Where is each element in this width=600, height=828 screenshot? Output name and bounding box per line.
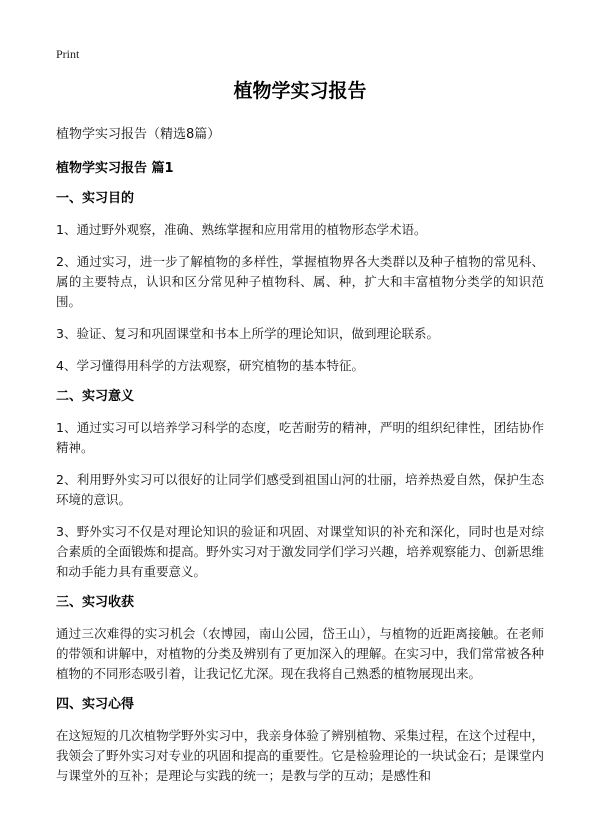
section-heading: 四、实习心得 bbox=[56, 697, 135, 712]
page-title: 植物学实习报告 bbox=[233, 80, 367, 102]
print-link[interactable]: Print bbox=[56, 47, 80, 61]
section-heading: 一、实习目的 bbox=[56, 191, 135, 206]
paragraph: 1、通过野外观察，准确、熟练掌握和应用常用的植物形态学术语。 bbox=[56, 222, 427, 237]
paragraph: 4、学习懂得用科学的方法观察，研究植物的基本特征。 bbox=[56, 358, 364, 373]
paragraph: 3、验证、复习和巩固课堂和书本上所学的理论知识，做到理论联系。 bbox=[56, 326, 439, 341]
paragraph: 1、通过实习可以培养学习科学的态度，吃苦耐劳的精神，严明的组织纪律性，团结协作精神。 bbox=[56, 420, 544, 455]
paragraph: 2、通过实习，进一步了解植物的多样性，掌握植物界各大类群以及种子植物的常见科、属的主要特点，认识和区分常见种子植物科、属、种，扩大和丰富植物分类学的知识范围。 bbox=[56, 254, 544, 309]
paragraph: 3、野外实习不仅是对理论知识的验证和巩固、对课堂知识的补充和深化，同时也是对综合素质的全面锻炼和提高。野外实习对于激发同学们学习兴趣，培养观察能力、创新思维和动手能力具有重要意义。 bbox=[56, 524, 544, 579]
document-subtitle: 植物学实习报告（精选8篇） bbox=[56, 127, 221, 142]
paragraph: 通过三次难得的实习机会（农博园，南山公园，岱王山），与植物的近距离接触。在老师的带领和讲解中，对植物的分类及辨别有了更加深入的理解。在实习中，我们常常被各种植物的不同形态吸引着，让我记忆尤深。现在我将自己熟悉的植物展现出来。 bbox=[56, 626, 544, 681]
section-gains bbox=[56, 594, 544, 684]
section-title: 植物学实习报告 篇1 bbox=[56, 161, 174, 176]
paragraph: 2、利用野外实习可以很好的让同学们感受到祖国山河的壮丽，培养热爱自然，保护生态环境的意识。 bbox=[56, 472, 544, 507]
section-heading: 三、实习收获 bbox=[56, 595, 135, 610]
section-heading: 二、实习意义 bbox=[56, 389, 135, 404]
section-significance bbox=[56, 388, 544, 582]
section-purpose bbox=[56, 190, 544, 376]
section-reflections bbox=[56, 696, 544, 786]
paragraph: 在这短短的几次植物学野外实习中，我亲身体验了辨别植物、采集过程，在这个过程中，我领会了野外实习对专业的巩固和提高的重要性。它是检验理论的一块试金石；是课堂内与课堂外的互补；是理论与实践的统一；是教与学的互动；是感性和 bbox=[56, 728, 544, 783]
